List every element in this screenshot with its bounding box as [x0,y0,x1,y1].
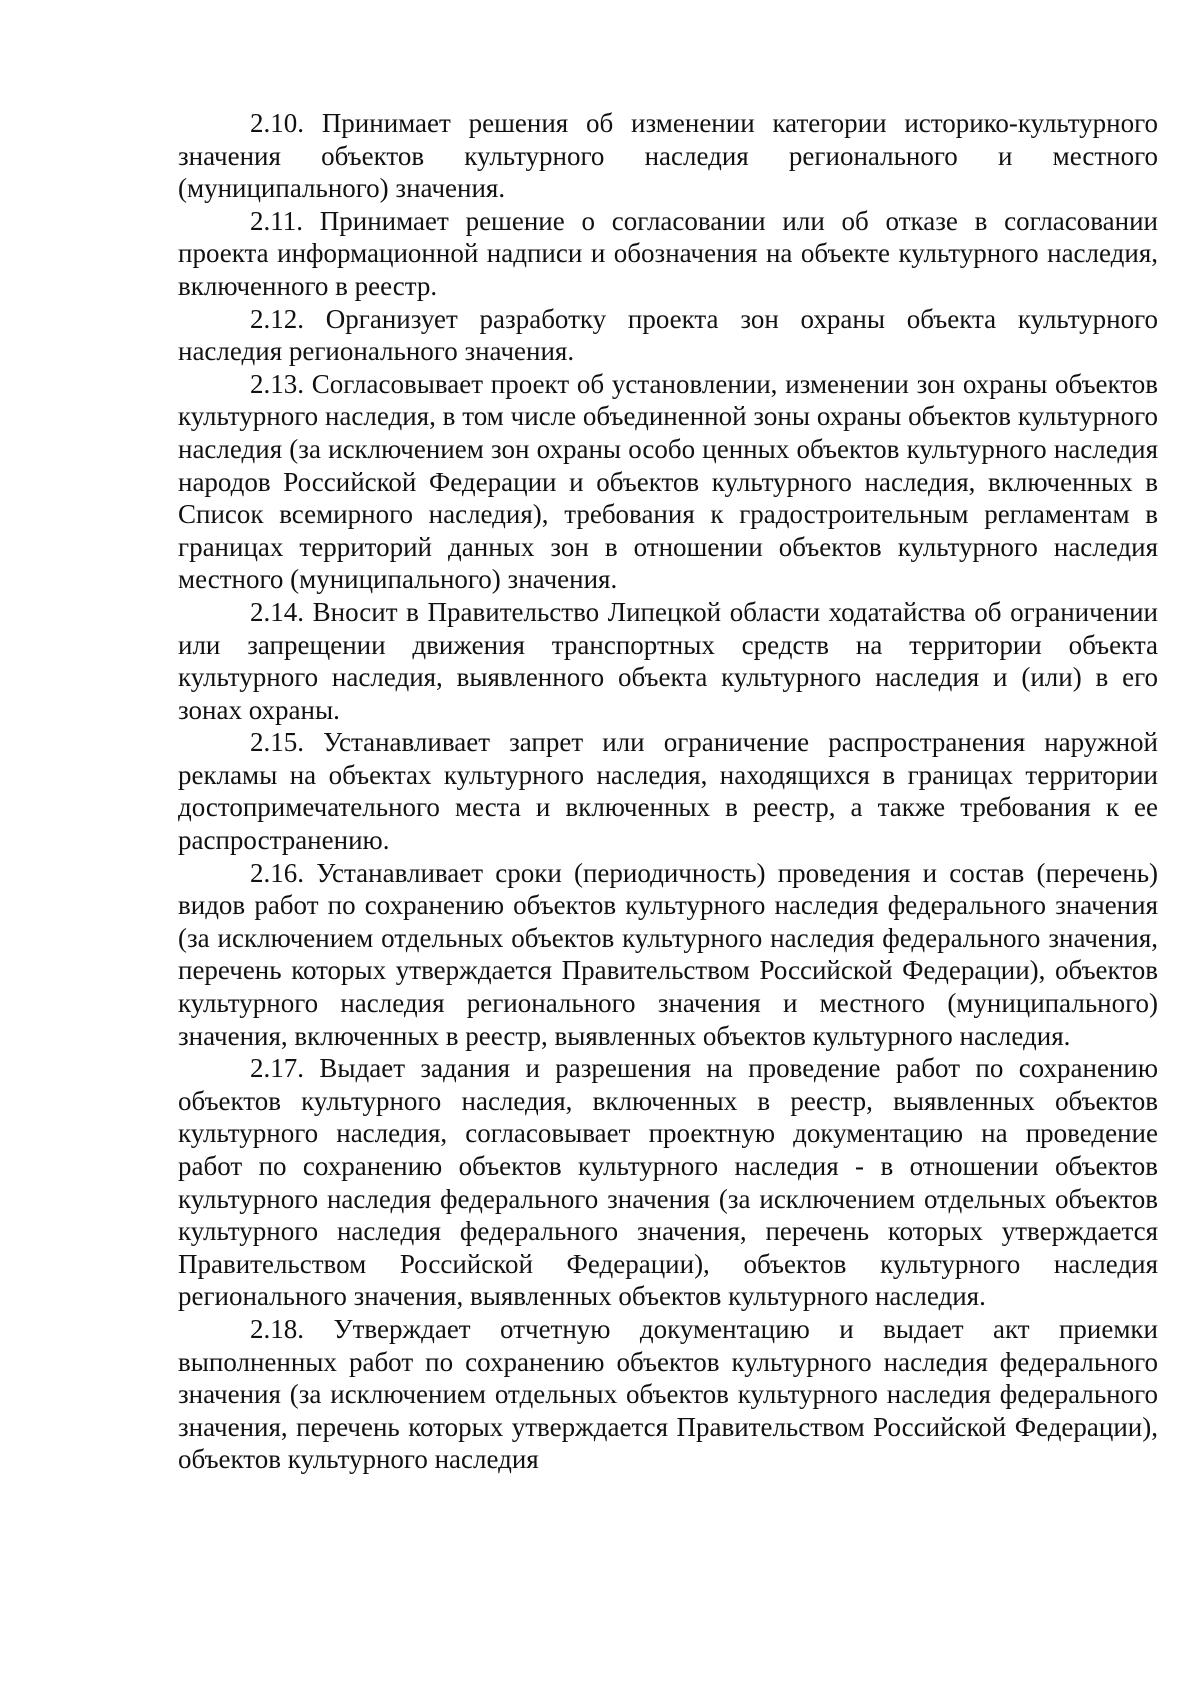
document-body [178,107,1158,1476]
paragraph-number: 2.14. [250,596,304,627]
paragraph-text: Устанавливает запрет или ограничение распространения наружной рекламы на объектах культурного наследия, находящихся в границах территории достопримечательного места и включенных в реестр, а также требования к ее распространению. [178,727,1159,856]
paragraph-2-10 [178,107,1158,205]
paragraph-2-17 [178,1052,1158,1313]
paragraph-number: 2.10. [250,108,304,138]
paragraph-number: 2.13. [250,368,304,399]
paragraph-number: 2.11. [250,205,303,236]
paragraph-2-18 [178,1313,1158,1476]
paragraph-text: Выдает задания и разрешения на проведение работ по сохранению объектов культурного наследия, включенных в реестр, выявленных объектов культурного наследия, согласовывает проектную документацию на проведение работ по сохранению объектов культурного наследия - в отношении объектов культурного наследия федерального значения (за исключением отдельных объектов культурного наследия федерального значения, перечень которых утверждается Правительством Российской Федерации), объектов культурного наследия регионального значения, выявленных объектов культурного наследия. [178,1053,1158,1312]
paragraph-2-11 [178,205,1158,303]
paragraph-number: 2.15. [250,727,304,758]
paragraph-text: Вносит в Правительство Липецкой области ходатайства об ограничении или запрещении движения транспортных средств на территории объекта культурного наследия, выявленного объекта культурного наследия и (или) в его зонах охраны. [178,596,1158,725]
paragraph-text: Утверждает отчетную документацию и выдает акт приемки выполненных работ по сохранению объектов культурного наследия федерального значения (за исключением отдельных объектов культурного наследия федерального значения, перечень которых утверждается Правительством Российской Федерации), объектов культурного наследия [178,1313,1158,1475]
paragraph-text: Устанавливает сроки (периодичность) проведения и состав (перечень) видов работ по сохранению объектов культурного наследия федерального значения (за исключением отдельных объектов культурного наследия федерального значения, перечень которых утверждается Правительством Российской Федерации), объектов культурного наследия регионального значения и местного (муниципального) значения, включенных в реестр, выявленных объектов культурного наследия. [178,857,1158,1051]
paragraph-text: Согласовывает проект об установлении, изменении зон охраны объектов культурного наследия, в том числе объединенной зоны охраны объектов культурного наследия (за исключением зон охраны особо ценных объектов культурного наследия народов Российской Федерации и объектов культурного наследия, включенных в Список всемирного наследия), требования к градостроительным регламентам в границах территорий данных зон в отношении объектов культурного наследия местного (муниципального) значения. [178,368,1158,595]
paragraph-number: 2.18. [250,1313,304,1344]
paragraph-number: 2.12. [250,303,304,334]
paragraph-2-13 [178,368,1158,596]
paragraph-text: Организует разработку проекта зон охраны объекта культурного наследия регионального значения. [178,303,1159,367]
paragraph-text: Принимает решение о согласовании или об отказе в согласовании проекта информационной надписи и обозначения на объекте культурного наследия, включенного в реестр. [178,205,1158,301]
paragraph-number: 2.17. [250,1053,304,1084]
paragraph-2-16 [178,857,1158,1053]
paragraph-2-14 [178,596,1158,726]
paragraph-number: 2.16. [250,857,304,888]
paragraph-text: Принимает решения об изменении категории историко-культурного значения объектов культурного наследия регионального и местного (муниципального) значения. [178,108,1159,204]
paragraph-2-15 [178,726,1158,856]
paragraph-2-12 [178,303,1158,368]
